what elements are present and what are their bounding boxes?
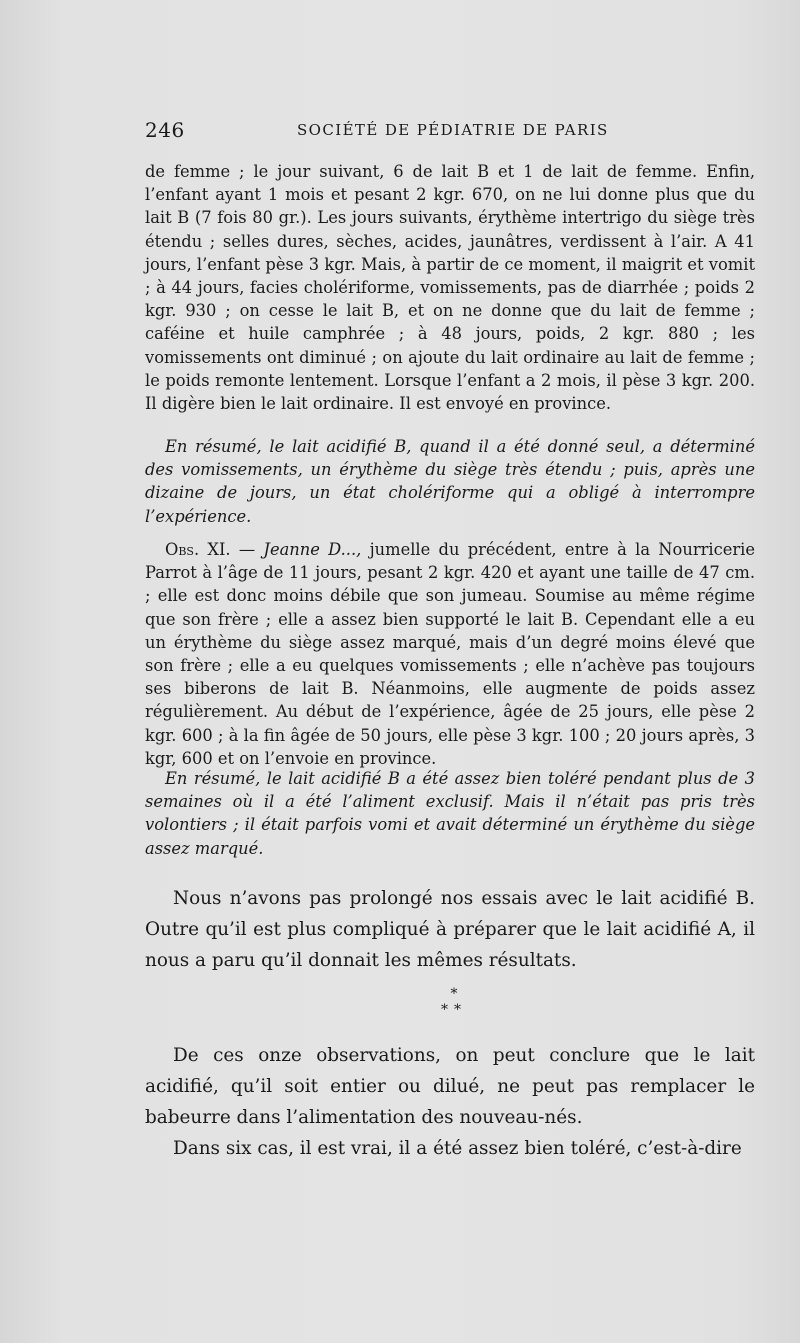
conclusion-paragraph-1: Nous n’avons pas prolongé nos essais avec le lait acidifié B. Outre qu’il est plus compliqué à préparer que le lait acidifié A, il nous a paru qu’il donnait les mêmes résultats. [145,888,755,971]
observation-dash: — [230,540,264,559]
summary-paragraph-1: En résumé, le lait acidifié B, quand il a été donné seul, a déterminé des vomissements, un érythème du siège très étendu ; puis, après une dizaine de jours, un état cholériforme qui a obligé à interrompre l’expérience. [145,437,755,526]
conclusion-paragraph-3: Dans six cas, il est vrai, il a été assez bien toléré, c’est-à-dire [173,1138,742,1159]
conclusion-block-2 [145,1040,755,1164]
summary-paragraph-2: En résumé, le lait acidifié B a été assez bien toléré pendant plus de 3 semaines où il a été l’aliment exclusif. Mais il n’était pas pris très volontiers ; il était parfois vomi et avait déterminé un érythème du siège assez marqué. [145,769,755,858]
summary-block-2 [145,767,755,860]
observation-patient-name: Jeanne D..., [263,540,362,559]
observation-body: jumelle du précédent, entre à la Nourricerie Parrot à l’âge de 11 jours, pesant 2 kgr. 420 et ayant une taille de 47 cm. ; elle est donc moins débile que son jumeau. Soumise au même régime que son frère ; elle a assez bien supporté le lait B. Cependant elle a eu un érythème du siège assez marqué, mais d’un degré moins élevé que son frère ; elle a eu quelques vomissements ; elle n’achève pas toujours ses biberons de lait B. Néanmoins, elle augmente de poids assez régulièrement. Au début de l’expérience, âgée de 25 jours, elle pèse 2 kgr. 600 ; à la fin âgée de 50 jours, elle pèse 3 kgr. 100 ; 20 jours après, 3 kgr, 600 et on l’envoie en province. [145,540,755,768]
conclusion-block-1 [145,883,755,976]
observation-label: Obs. XI. [165,540,231,559]
summary-block-1 [145,435,755,528]
continuation-paragraph: de femme ; le jour suivant, 6 de lait B et 1 de lait de femme. Enfin, l’enfant ayant 1 mois et pesant 2 kgr. 670, on ne lui donne plus que du lait B (7 fois 80 gr.). Les jours suivants, érythème intertrigo du siège très étendu ; selles dures, sèches, acides, jaunâtres, verdissent à l’air. A 41 jours, l’enfant pèse 3 kgr. Mais, à partir de ce moment, il maigrit et vomit ; à 44 jours, facies cholériforme, vomissements, pas de diarrhée ; poids 2 kgr. 930 ; on cesse le lait B, et on ne donne que du lait de femme ; caféine et huile camphrée ; à 48 jours, poids, 2 kgr. 880 ; les vomissements ont diminué ; on ajoute du lait ordinaire au lait de femme ; le poids remonte lentement. Lorsque l’enfant a 2 mois, il pèse 3 kgr. 200. Il digère bien le lait ordinaire. Il est envoyé en province. [145,162,755,414]
conclusion-paragraph-2: De ces onze observations, on peut conclure que le lait acidifié, qu’il soit entier ou dilué, ne peut pas remplacer le babeurre dans l’alimentation des nouveau-nés. [145,1045,755,1128]
page-header [145,118,755,148]
asterism-separator [434,988,474,1020]
observation-xi-paragraph [145,538,755,770]
observation-xi [145,538,755,770]
asterism-top: * [450,986,458,1002]
asterism-bottom: ** [441,1002,467,1018]
page-number: 246 [145,118,185,142]
running-title: SOCIÉTÉ DE PÉDIATRIE DE PARIS [297,121,609,139]
observation-continuation [145,160,755,415]
